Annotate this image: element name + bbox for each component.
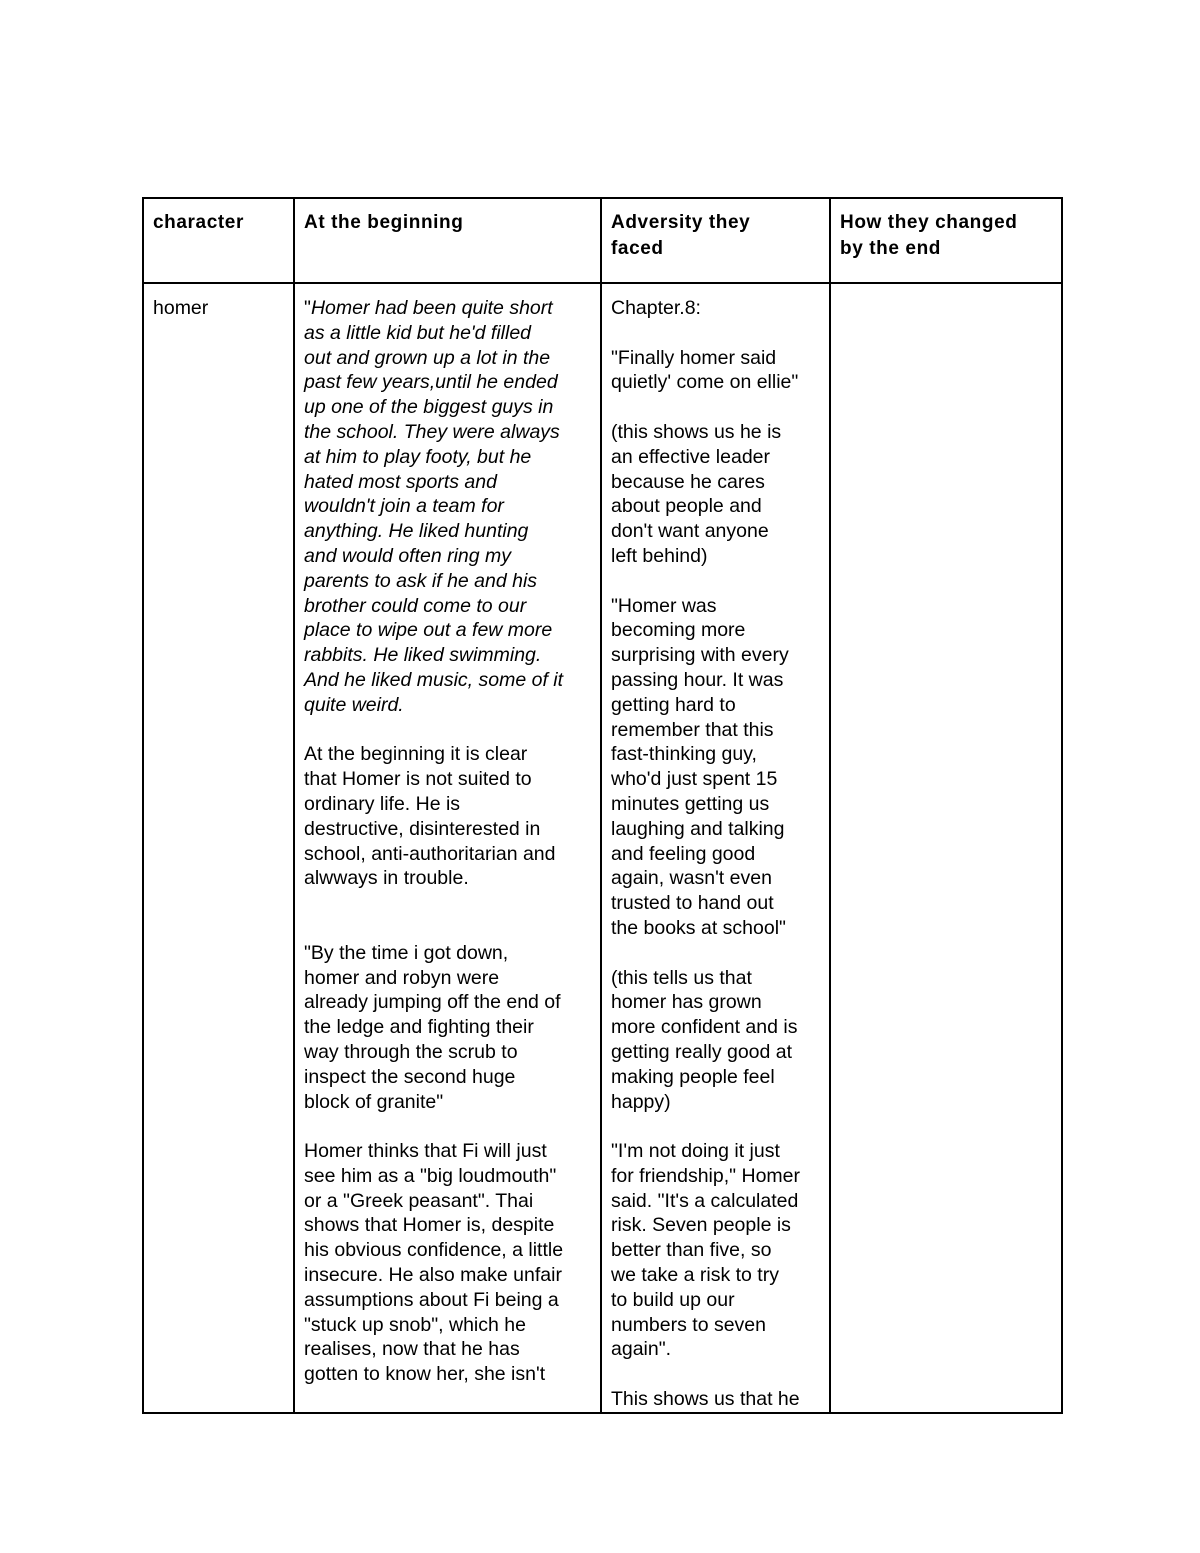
adversity-quote-1: "Finally homer said quietly' come on ellie" (611, 346, 799, 394)
beginning-analysis-2: Homer thinks that Fi will just see him as a "big loudmouth" or a "Greek peasant". Thai shows that Homer is, despite his obvious confidence, a little insecure. He also make unfair assumptions about Fi being a "stuck up snob", which he realises, now that he has gotten to know her, she isn't (304, 1140, 564, 1386)
beginning-quote-2: "By the time i got down, homer and robyn were already jumping off the end of the ledge and fighting their way through the scrub to inspect the second huge block of granite" (304, 941, 561, 1113)
adversity-quote-2: "Homer was becoming more surprising with every passing hour. It was getting hard to remember that this fast-thinking guy, who'd just spent 15 minutes getting us laughing and talking and feeling good again, wasn't even trusted to hand out the books at school" (611, 594, 789, 939)
cell-character (143, 283, 294, 1413)
header-how-they-changed: How they changed by the end (830, 198, 1062, 283)
adversity-chapter: Chapter.8: (611, 297, 701, 319)
adversity-analysis-2: (this tells us that homer has grown more confident and is getting really good at making people feel happy) (611, 966, 798, 1113)
beginning-analysis: At the beginning it is clear that Homer is not suited to ordinary life. He is destructive, disinterested in school, anti-authoritarian and alwways in trouble. (304, 743, 556, 890)
cell-adversity-they-faced (601, 283, 830, 1413)
cell-at-the-beginning (294, 283, 601, 1413)
adversity-analysis-3: This shows us that he (611, 1388, 800, 1411)
table-row (143, 283, 1062, 1413)
table-header-row (143, 198, 1062, 283)
header-at-the-beginning: At the beginning (294, 198, 601, 283)
cell-how-they-changed (830, 283, 1062, 1413)
adversity-quote-3: "I'm not doing it just for friendship," Homer said. "It's a calculated risk. Seven people is better than five, so we take a risk to try to build up our numbers to seven again". (611, 1140, 800, 1361)
beginning-quote: "Homer had been quite short as a little kid but he'd filled out and grown up a lot in the past few years,until he ended up one of the biggest guys in the school. They were always at him to play footy, but he hated most sports and wouldn't join a team for anything. He liked hunting and would often ring my parents to ask if he and his brother could come to our place to wipe out a few more rabbits. He liked swimming. And he liked music, some of it quite weird. (304, 297, 564, 716)
header-adversity-they-faced: Adversity they faced (601, 198, 830, 283)
adversity-analysis-1: (this shows us he is an effective leader because he cares about people and don't want anyone left behind) (611, 420, 782, 567)
header-character: character (143, 198, 294, 283)
character-name: homer (153, 297, 209, 319)
character-analysis-table (142, 197, 1063, 1414)
